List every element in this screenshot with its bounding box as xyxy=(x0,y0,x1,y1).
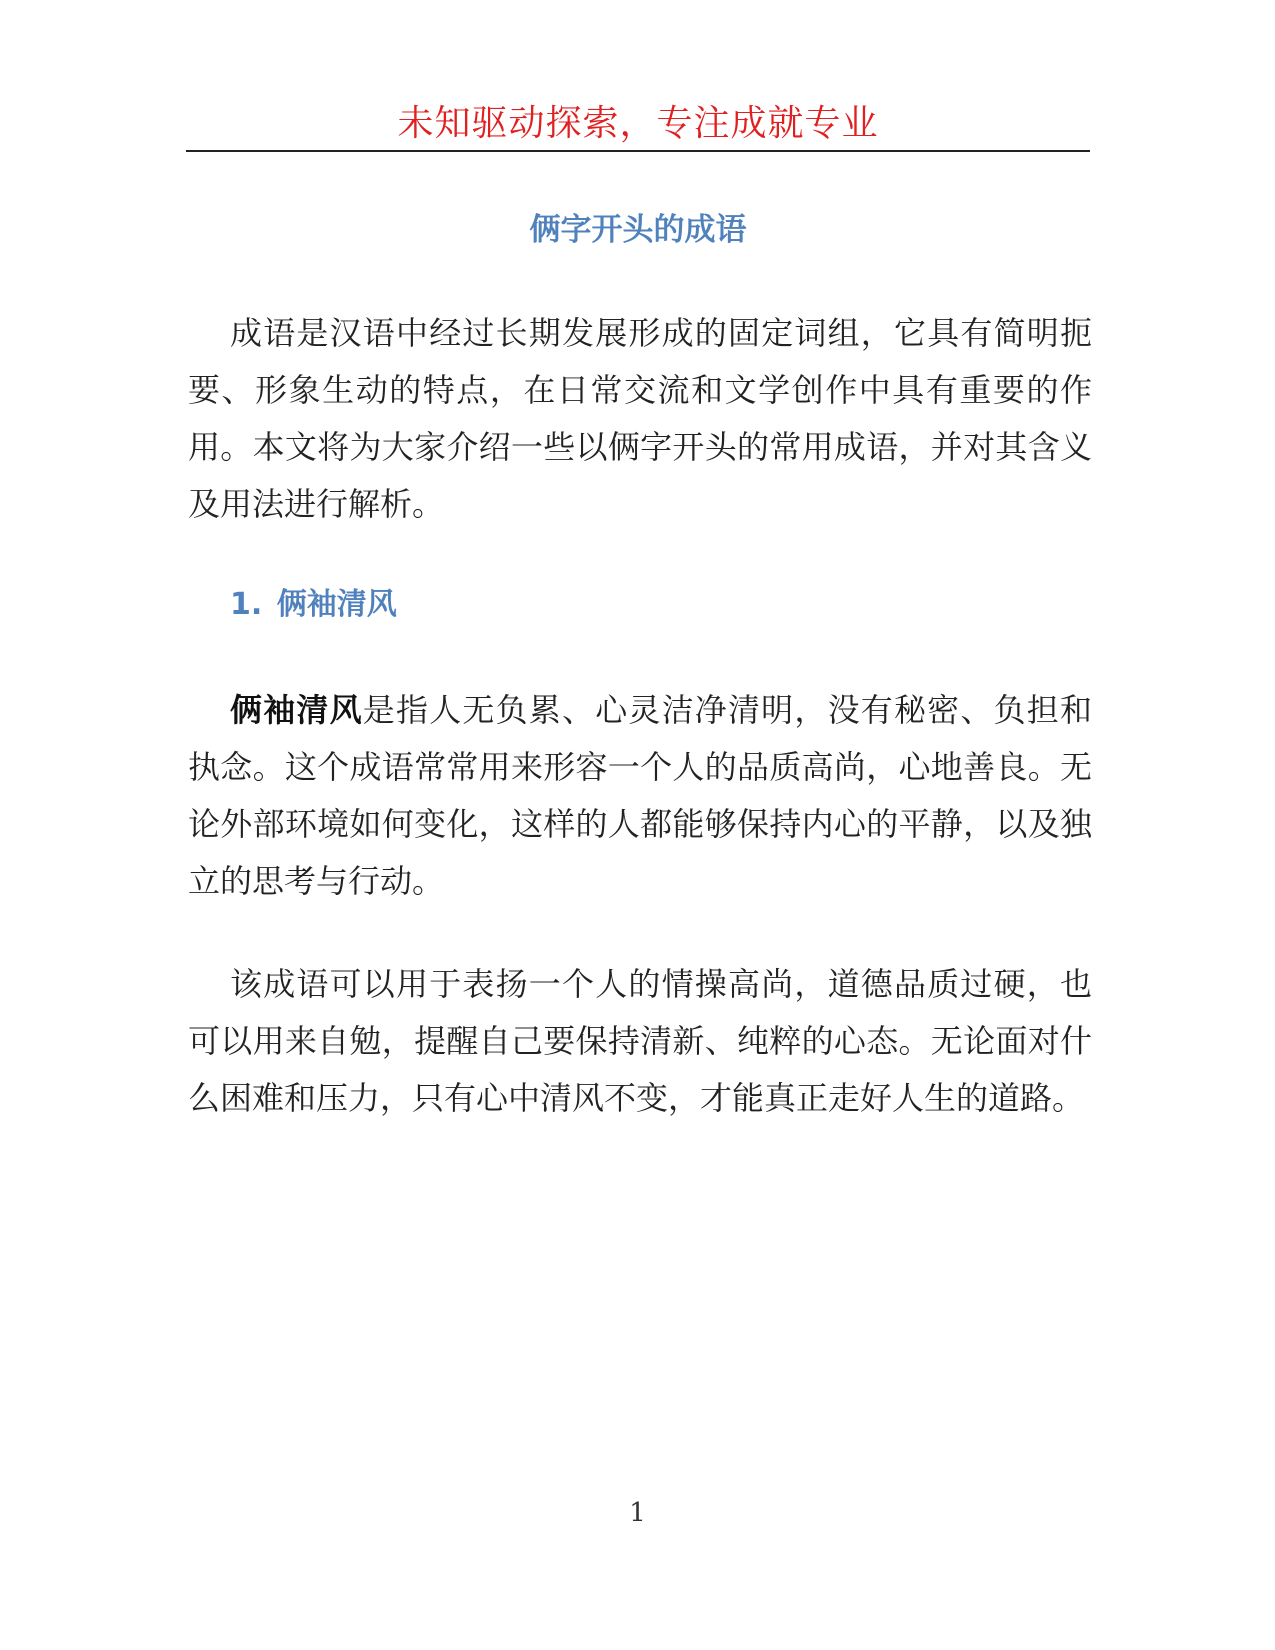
idiom-term: 俩袖清风 xyxy=(230,691,363,729)
document-title: 俩字开头的成语 xyxy=(529,212,747,248)
section-heading xyxy=(230,584,397,626)
intro-paragraph: 成语是汉语中经过长期发展形成的固定词组，它具有简明扼要、形象生动的特点，在日常交流和文学创作中具有重要的作用。本文将为大家介绍一些以俩字开头的常用成语，并对其含义及用法进行解析。 xyxy=(188,314,1092,523)
page-number: 1 xyxy=(629,1498,646,1528)
header-slogan: 未知驱动探索，专注成就专业 xyxy=(397,103,879,144)
header-divider xyxy=(186,150,1090,152)
section-number: 1. xyxy=(230,587,263,622)
usage-paragraph: 该成语可以用于表扬一个人的情操高尚，道德品质过硬，也可以用来自勉，提醒自己要保持清新、纯粹的心态。无论面对什么困难和压力，只有心中清风不变，才能真正走好人生的道路。 xyxy=(188,965,1092,1117)
section-heading-text: 俩袖清风 xyxy=(276,587,397,622)
definition-paragraph xyxy=(188,682,1092,910)
definition-text: 是指人无负累、心灵洁净清明，没有秘密、负担和执念。这个成语常常用来形容一个人的品质高尚，心地善良。无论外部环境如何变化，这样的人都能够保持内心的平静，以及独立的思考与行动。 xyxy=(188,691,1092,900)
